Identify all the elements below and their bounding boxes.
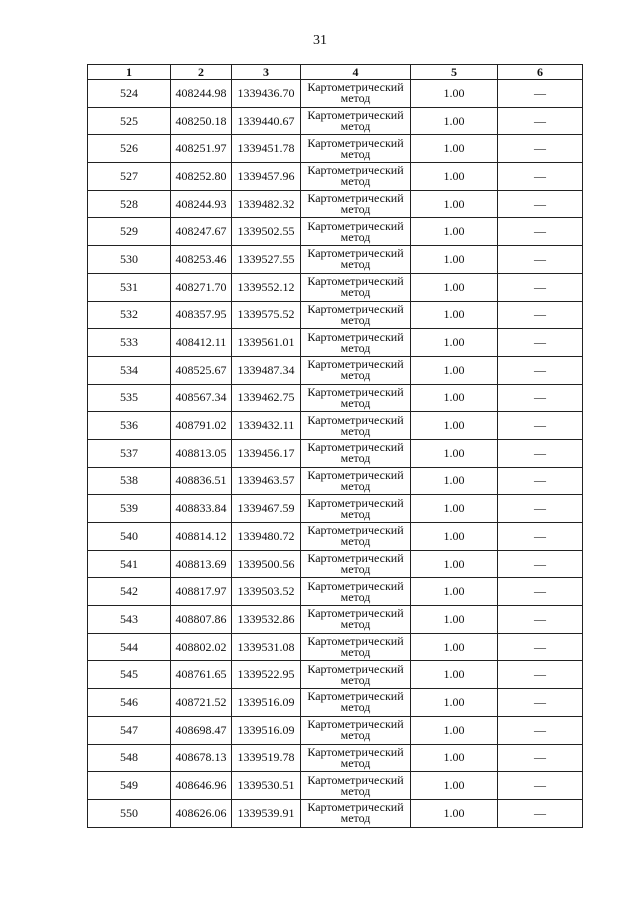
method-line-2: метод <box>340 368 371 383</box>
method-line-1: Картометрический <box>307 274 404 289</box>
note-cell: — <box>498 218 583 246</box>
method-cell <box>301 246 411 274</box>
y-coordinate-cell: 1339480.72 <box>232 523 301 551</box>
point-number-cell: 526 <box>88 135 171 163</box>
point-number-cell: 543 <box>88 606 171 634</box>
accuracy-cell: 1.00 <box>411 135 498 163</box>
y-coordinate-cell: 1339482.32 <box>232 190 301 218</box>
x-coordinate-cell: 408567.34 <box>171 384 232 412</box>
table-row <box>88 218 583 246</box>
table-row <box>88 439 583 467</box>
method-line-2: метод <box>340 202 371 217</box>
x-coordinate-cell: 408251.97 <box>171 135 232 163</box>
x-coordinate-cell: 408817.97 <box>171 578 232 606</box>
method-line-2: метод <box>340 672 371 687</box>
x-coordinate-cell: 408814.12 <box>171 523 232 551</box>
method-line-2: метод <box>340 91 371 106</box>
method-cell <box>301 523 411 551</box>
method-line-1: Картометрический <box>307 108 404 123</box>
method-cell <box>301 550 411 578</box>
point-number-cell: 546 <box>88 689 171 717</box>
method-cell <box>301 606 411 634</box>
accuracy-cell: 1.00 <box>411 799 498 827</box>
method-line-1: Картометрический <box>307 135 404 150</box>
y-coordinate-cell: 1339436.70 <box>232 80 301 108</box>
method-line-1: Картометрический <box>307 301 404 316</box>
coordinates-table <box>87 64 583 828</box>
y-coordinate-cell: 1339519.78 <box>232 744 301 772</box>
accuracy-cell: 1.00 <box>411 301 498 329</box>
column-header-6: 6 <box>498 65 583 80</box>
x-coordinate-cell: 408525.67 <box>171 356 232 384</box>
y-coordinate-cell: 1339527.55 <box>232 246 301 274</box>
method-line-1: Картометрический <box>307 218 404 233</box>
table-row <box>88 301 583 329</box>
page-number: 31 <box>313 33 327 48</box>
method-line-2: метод <box>340 700 371 715</box>
method-line-1: Картометрический <box>307 717 404 732</box>
table-row <box>88 661 583 689</box>
x-coordinate-cell: 408412.11 <box>171 329 232 357</box>
accuracy-cell: 1.00 <box>411 495 498 523</box>
x-coordinate-cell: 408761.65 <box>171 661 232 689</box>
accuracy-cell: 1.00 <box>411 80 498 108</box>
accuracy-cell: 1.00 <box>411 218 498 246</box>
x-coordinate-cell: 408252.80 <box>171 163 232 191</box>
table-row <box>88 190 583 218</box>
method-cell <box>301 107 411 135</box>
note-cell: — <box>498 384 583 412</box>
table-row <box>88 550 583 578</box>
accuracy-cell: 1.00 <box>411 163 498 191</box>
y-coordinate-cell: 1339456.17 <box>232 439 301 467</box>
note-cell: — <box>498 80 583 108</box>
x-coordinate-cell: 408271.70 <box>171 273 232 301</box>
note-cell: — <box>498 135 583 163</box>
note-cell: — <box>498 744 583 772</box>
method-cell <box>301 633 411 661</box>
y-coordinate-cell: 1339516.09 <box>232 689 301 717</box>
point-number-cell: 531 <box>88 273 171 301</box>
point-number-cell: 532 <box>88 301 171 329</box>
table-row <box>88 523 583 551</box>
table-row <box>88 578 583 606</box>
x-coordinate-cell: 408244.93 <box>171 190 232 218</box>
point-number-cell: 542 <box>88 578 171 606</box>
method-cell <box>301 744 411 772</box>
table-row <box>88 467 583 495</box>
accuracy-cell: 1.00 <box>411 661 498 689</box>
note-cell: — <box>498 689 583 717</box>
point-number-cell: 528 <box>88 190 171 218</box>
method-cell <box>301 301 411 329</box>
table-row <box>88 107 583 135</box>
method-line-1: Картометрический <box>307 800 404 815</box>
y-coordinate-cell: 1339552.12 <box>232 273 301 301</box>
method-line-2: метод <box>340 562 371 577</box>
point-number-cell: 538 <box>88 467 171 495</box>
method-line-2: метод <box>340 478 371 493</box>
y-coordinate-cell: 1339500.56 <box>232 550 301 578</box>
accuracy-cell: 1.00 <box>411 107 498 135</box>
point-number-cell: 550 <box>88 799 171 827</box>
method-cell <box>301 384 411 412</box>
table-row <box>88 329 583 357</box>
column-header-5: 5 <box>411 65 498 80</box>
method-line-2: метод <box>340 728 371 743</box>
method-line-2: метод <box>340 451 371 466</box>
table-row <box>88 273 583 301</box>
method-line-1: Картометрический <box>307 467 404 482</box>
method-line-1: Картометрический <box>307 163 404 178</box>
note-cell: — <box>498 550 583 578</box>
method-cell <box>301 661 411 689</box>
accuracy-cell: 1.00 <box>411 550 498 578</box>
method-cell <box>301 439 411 467</box>
method-line-2: метод <box>340 119 371 134</box>
method-line-2: метод <box>340 312 371 327</box>
accuracy-cell: 1.00 <box>411 772 498 800</box>
y-coordinate-cell: 1339462.75 <box>232 384 301 412</box>
x-coordinate-cell: 408807.86 <box>171 606 232 634</box>
table-row <box>88 716 583 744</box>
y-coordinate-cell: 1339463.57 <box>232 467 301 495</box>
method-cell <box>301 218 411 246</box>
table-row <box>88 163 583 191</box>
y-coordinate-cell: 1339522.95 <box>232 661 301 689</box>
note-cell: — <box>498 661 583 689</box>
table-row <box>88 246 583 274</box>
point-number-cell: 529 <box>88 218 171 246</box>
point-number-cell: 545 <box>88 661 171 689</box>
table-body <box>88 80 583 828</box>
method-line-1: Картометрический <box>307 495 404 510</box>
accuracy-cell: 1.00 <box>411 329 498 357</box>
accuracy-cell: 1.00 <box>411 190 498 218</box>
accuracy-cell: 1.00 <box>411 356 498 384</box>
y-coordinate-cell: 1339457.96 <box>232 163 301 191</box>
point-number-cell: 547 <box>88 716 171 744</box>
method-line-1: Картометрический <box>307 246 404 261</box>
y-coordinate-cell: 1339530.51 <box>232 772 301 800</box>
x-coordinate-cell: 408626.06 <box>171 799 232 827</box>
note-cell: — <box>498 439 583 467</box>
y-coordinate-cell: 1339502.55 <box>232 218 301 246</box>
y-coordinate-cell: 1339561.01 <box>232 329 301 357</box>
method-line-1: Картометрический <box>307 191 404 206</box>
table-row <box>88 744 583 772</box>
method-line-2: метод <box>340 534 371 549</box>
method-line-1: Картометрический <box>307 634 404 649</box>
method-cell <box>301 273 411 301</box>
method-line-1: Картометрический <box>307 606 404 621</box>
method-line-2: метод <box>340 811 371 826</box>
method-line-1: Картометрический <box>307 578 404 593</box>
method-cell <box>301 799 411 827</box>
x-coordinate-cell: 408678.13 <box>171 744 232 772</box>
y-coordinate-cell: 1339467.59 <box>232 495 301 523</box>
y-coordinate-cell: 1339575.52 <box>232 301 301 329</box>
note-cell: — <box>498 523 583 551</box>
column-header-3: 3 <box>232 65 301 80</box>
accuracy-cell: 1.00 <box>411 467 498 495</box>
table-row <box>88 799 583 827</box>
table-header-row <box>88 65 583 80</box>
x-coordinate-cell: 408247.67 <box>171 218 232 246</box>
method-cell <box>301 495 411 523</box>
accuracy-cell: 1.00 <box>411 246 498 274</box>
x-coordinate-cell: 408836.51 <box>171 467 232 495</box>
point-number-cell: 537 <box>88 439 171 467</box>
accuracy-cell: 1.00 <box>411 439 498 467</box>
method-cell <box>301 716 411 744</box>
accuracy-cell: 1.00 <box>411 716 498 744</box>
note-cell: — <box>498 716 583 744</box>
x-coordinate-cell: 408698.47 <box>171 716 232 744</box>
note-cell: — <box>498 107 583 135</box>
x-coordinate-cell: 408721.52 <box>171 689 232 717</box>
table-row <box>88 384 583 412</box>
note-cell: — <box>498 578 583 606</box>
x-coordinate-cell: 408813.69 <box>171 550 232 578</box>
accuracy-cell: 1.00 <box>411 412 498 440</box>
point-number-cell: 539 <box>88 495 171 523</box>
method-line-1: Картометрический <box>307 440 404 455</box>
x-coordinate-cell: 408813.05 <box>171 439 232 467</box>
method-cell <box>301 80 411 108</box>
method-line-2: метод <box>340 285 371 300</box>
method-cell <box>301 689 411 717</box>
accuracy-cell: 1.00 <box>411 689 498 717</box>
method-line-2: метод <box>340 229 371 244</box>
method-cell <box>301 190 411 218</box>
method-line-1: Картометрический <box>307 384 404 399</box>
method-line-1: Картометрический <box>307 357 404 372</box>
x-coordinate-cell: 408833.84 <box>171 495 232 523</box>
method-cell <box>301 772 411 800</box>
method-line-2: метод <box>340 257 371 272</box>
method-cell <box>301 135 411 163</box>
x-coordinate-cell: 408791.02 <box>171 412 232 440</box>
table-row <box>88 356 583 384</box>
note-cell: — <box>498 273 583 301</box>
method-line-1: Картометрический <box>307 80 404 95</box>
note-cell: — <box>498 412 583 440</box>
accuracy-cell: 1.00 <box>411 633 498 661</box>
point-number-cell: 536 <box>88 412 171 440</box>
table-row <box>88 135 583 163</box>
point-number-cell: 525 <box>88 107 171 135</box>
method-cell <box>301 412 411 440</box>
accuracy-cell: 1.00 <box>411 384 498 412</box>
point-number-cell: 541 <box>88 550 171 578</box>
x-coordinate-cell: 408250.18 <box>171 107 232 135</box>
note-cell: — <box>498 246 583 274</box>
method-cell <box>301 578 411 606</box>
note-cell: — <box>498 329 583 357</box>
x-coordinate-cell: 408646.96 <box>171 772 232 800</box>
note-cell: — <box>498 301 583 329</box>
method-cell <box>301 356 411 384</box>
method-line-2: метод <box>340 589 371 604</box>
point-number-cell: 544 <box>88 633 171 661</box>
point-number-cell: 549 <box>88 772 171 800</box>
method-cell <box>301 163 411 191</box>
method-line-1: Картометрический <box>307 689 404 704</box>
point-number-cell: 524 <box>88 80 171 108</box>
method-line-2: метод <box>340 783 371 798</box>
point-number-cell: 533 <box>88 329 171 357</box>
accuracy-cell: 1.00 <box>411 578 498 606</box>
note-cell: — <box>498 467 583 495</box>
x-coordinate-cell: 408253.46 <box>171 246 232 274</box>
method-line-2: метод <box>340 423 371 438</box>
method-line-2: метод <box>340 617 371 632</box>
method-line-1: Картометрический <box>307 551 404 566</box>
point-number-cell: 535 <box>88 384 171 412</box>
accuracy-cell: 1.00 <box>411 744 498 772</box>
x-coordinate-cell: 408802.02 <box>171 633 232 661</box>
y-coordinate-cell: 1339487.34 <box>232 356 301 384</box>
method-line-2: метод <box>340 395 371 410</box>
y-coordinate-cell: 1339532.86 <box>232 606 301 634</box>
point-number-cell: 534 <box>88 356 171 384</box>
table-row <box>88 80 583 108</box>
accuracy-cell: 1.00 <box>411 606 498 634</box>
y-coordinate-cell: 1339503.52 <box>232 578 301 606</box>
point-number-cell: 540 <box>88 523 171 551</box>
table-row <box>88 412 583 440</box>
method-line-2: метод <box>340 146 371 161</box>
note-cell: — <box>498 356 583 384</box>
method-cell <box>301 467 411 495</box>
table-row <box>88 772 583 800</box>
method-line-2: метод <box>340 340 371 355</box>
note-cell: — <box>498 606 583 634</box>
y-coordinate-cell: 1339539.91 <box>232 799 301 827</box>
method-line-1: Картометрический <box>307 412 404 427</box>
point-number-cell: 527 <box>88 163 171 191</box>
method-line-2: метод <box>340 755 371 770</box>
method-line-1: Картометрический <box>307 329 404 344</box>
column-header-4: 4 <box>301 65 411 80</box>
accuracy-cell: 1.00 <box>411 273 498 301</box>
method-line-1: Картометрический <box>307 772 404 787</box>
point-number-cell: 548 <box>88 744 171 772</box>
y-coordinate-cell: 1339531.08 <box>232 633 301 661</box>
point-number-cell: 530 <box>88 246 171 274</box>
method-line-1: Картометрический <box>307 661 404 676</box>
table-row <box>88 495 583 523</box>
y-coordinate-cell: 1339451.78 <box>232 135 301 163</box>
y-coordinate-cell: 1339432.11 <box>232 412 301 440</box>
note-cell: — <box>498 495 583 523</box>
table-row <box>88 689 583 717</box>
method-line-2: метод <box>340 174 371 189</box>
method-line-2: метод <box>340 506 371 521</box>
y-coordinate-cell: 1339440.67 <box>232 107 301 135</box>
column-header-2: 2 <box>171 65 232 80</box>
table-row <box>88 606 583 634</box>
accuracy-cell: 1.00 <box>411 523 498 551</box>
column-header-1: 1 <box>88 65 171 80</box>
note-cell: — <box>498 772 583 800</box>
note-cell: — <box>498 799 583 827</box>
note-cell: — <box>498 190 583 218</box>
method-line-1: Картометрический <box>307 523 404 538</box>
note-cell: — <box>498 163 583 191</box>
note-cell: — <box>498 633 583 661</box>
method-line-2: метод <box>340 645 371 660</box>
table-row <box>88 633 583 661</box>
method-line-1: Картометрический <box>307 744 404 759</box>
x-coordinate-cell: 408244.98 <box>171 80 232 108</box>
y-coordinate-cell: 1339516.09 <box>232 716 301 744</box>
x-coordinate-cell: 408357.95 <box>171 301 232 329</box>
method-cell <box>301 329 411 357</box>
